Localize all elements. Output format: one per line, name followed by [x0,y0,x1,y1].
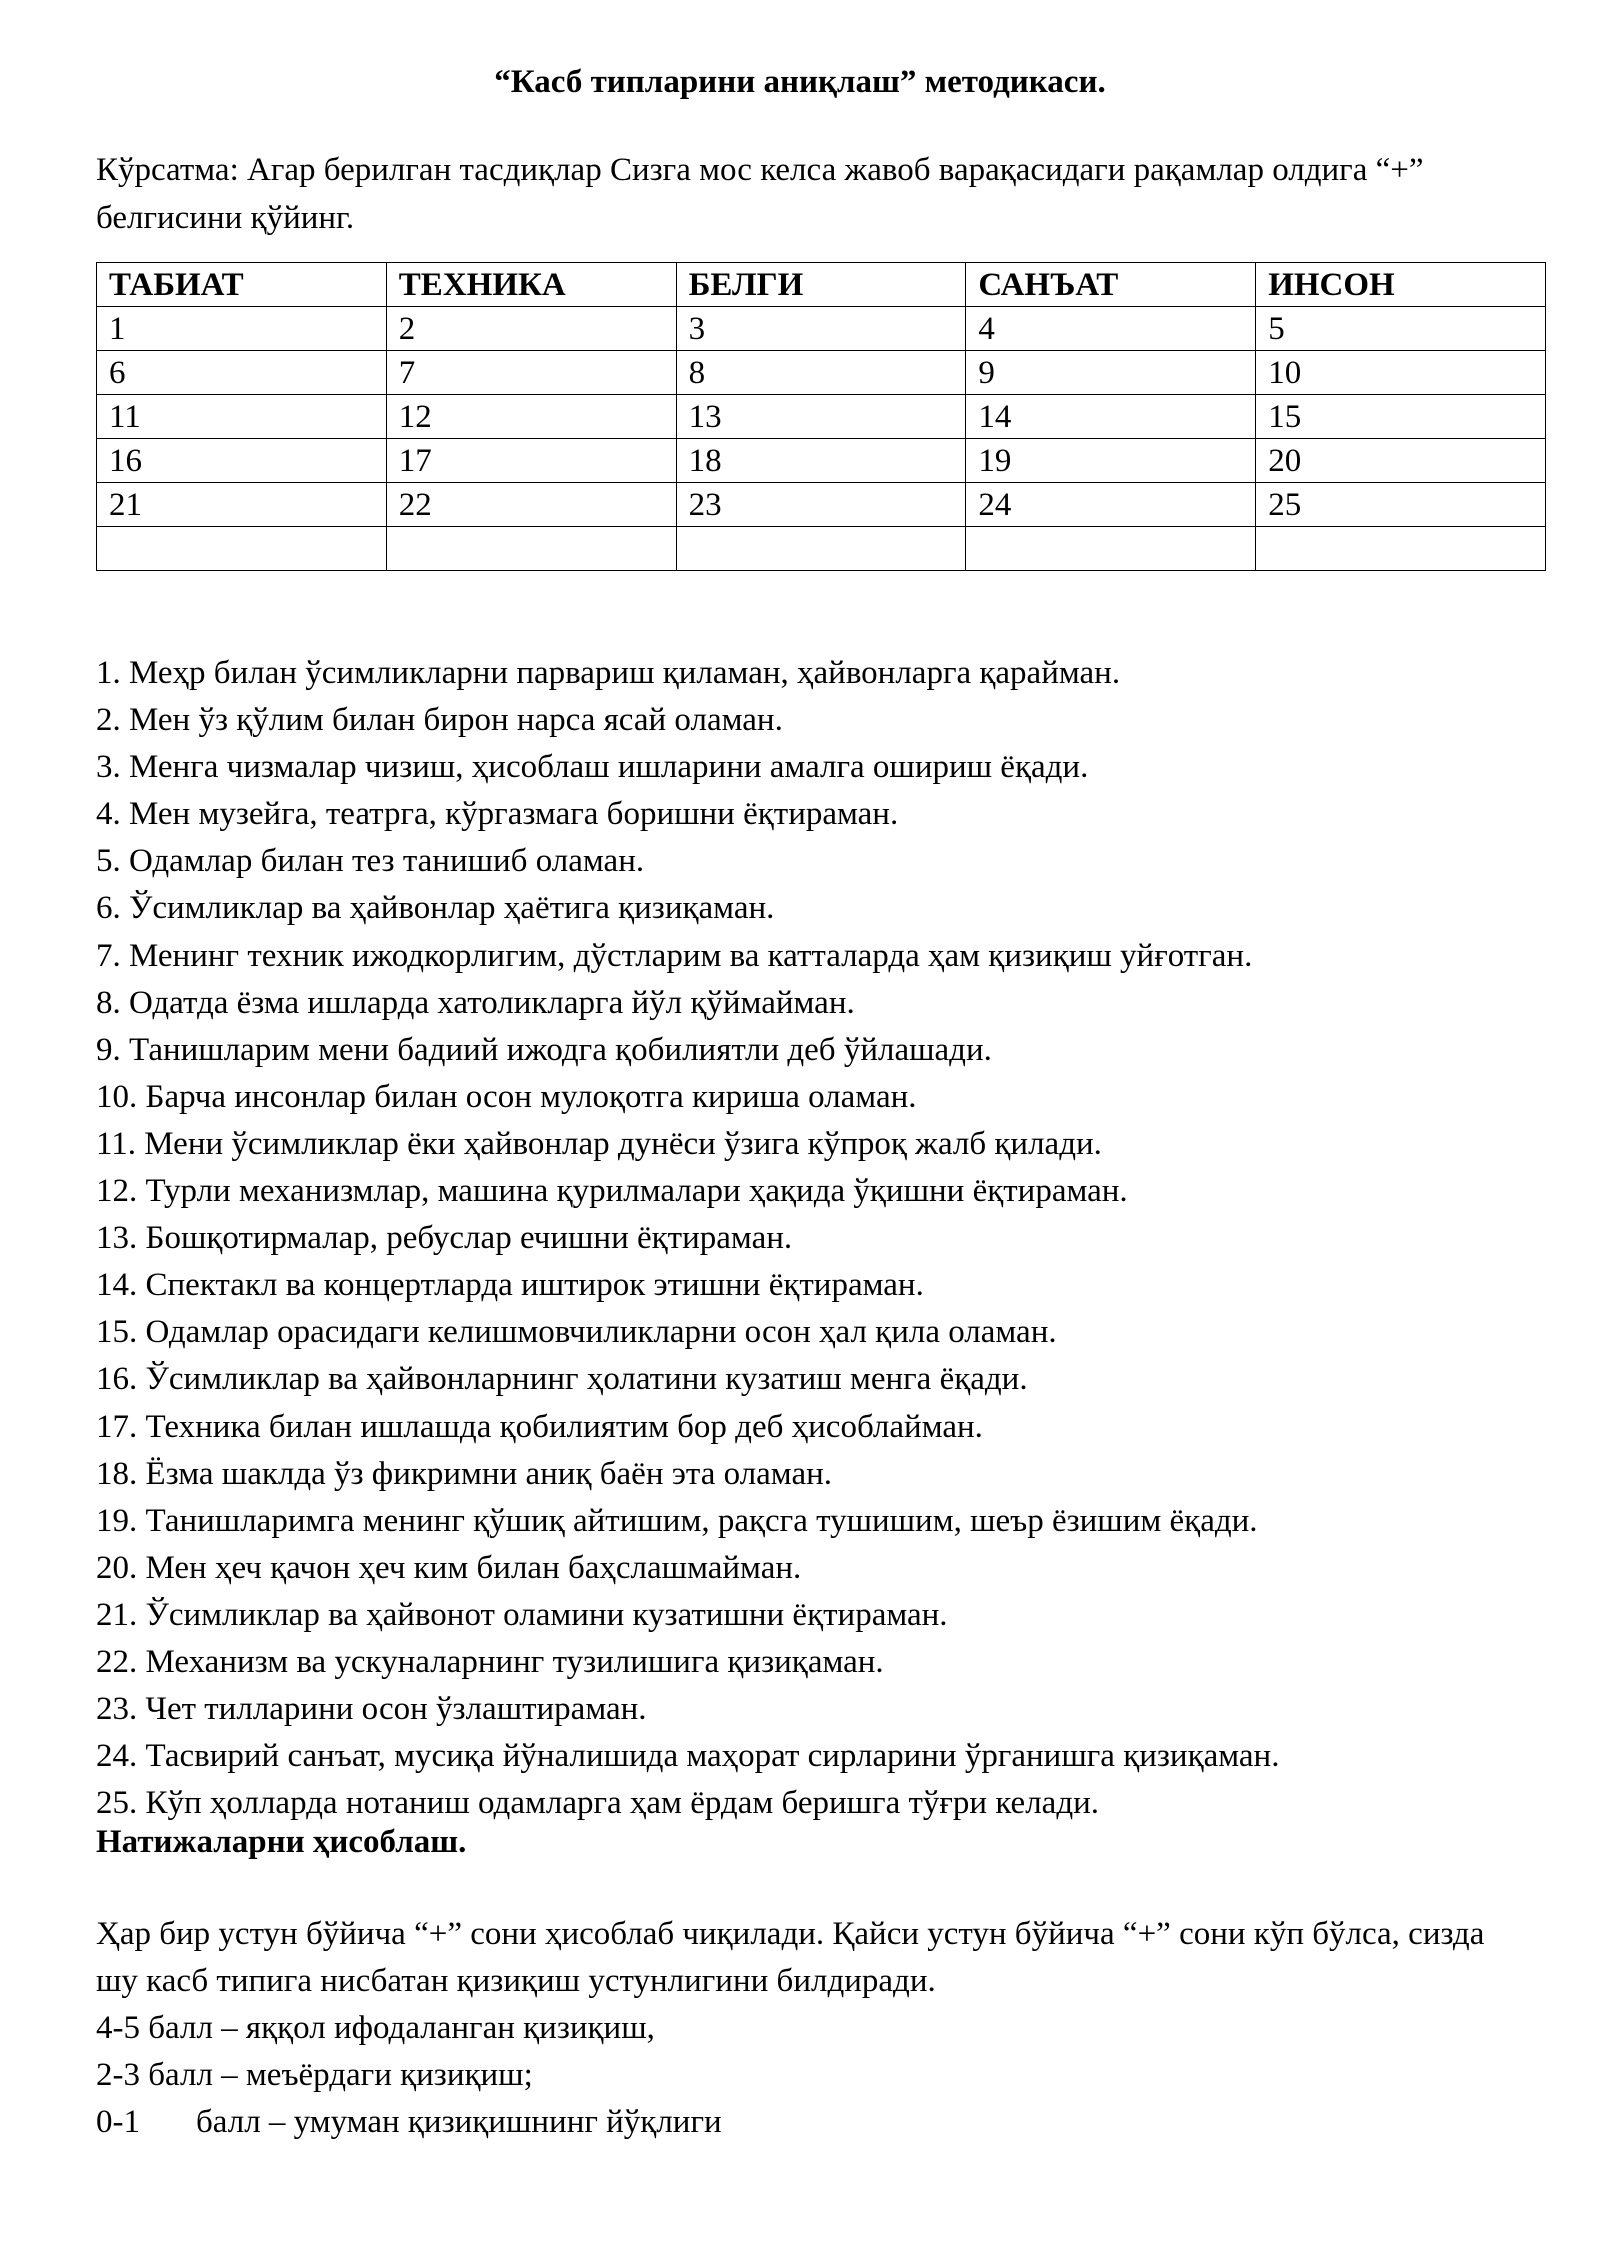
answer-cell-inson[interactable] [1256,527,1546,571]
table-cell: 14 [966,395,1256,439]
score-line-high [96,2005,655,2052]
list-item: 21. Ўсимликлар ва ҳайвонот оламини кузатишни ёқтираман. [96,1596,948,1633]
list-item: 22. Механизм ва ускуналарнинг тузилишига қизиқаман. [96,1643,884,1680]
table-row [97,439,1546,483]
table-cell: 21 [97,483,387,527]
table-cell: 13 [676,395,966,439]
table-cell: 8 [676,351,966,395]
statement-list [96,650,1556,1827]
table-cell: 12 [386,395,676,439]
answer-sheet-table [96,262,1546,571]
table-cell: 15 [1256,395,1546,439]
list-item: 10. Барча инсонлар билан осон мулоқотга кириша оламан. [96,1078,917,1115]
table-row [97,483,1546,527]
list-item: 23. Чет тилларини осон ўзлаштираман. [96,1691,647,1728]
list-item: 18. Ёзма шаклда ўз фикримни аниқ баён эта оламан. [96,1455,833,1492]
table-cell: 17 [386,439,676,483]
list-item: 3. Менга чизмалар чизиш, ҳисоблаш ишларини амалга ошириш ёқади. [96,749,1089,786]
list-item: 8. Одатда ёзма ишларда хатоликларга йўл қўймайман. [96,984,855,1021]
list-item: 25. Кўп ҳолларда нотаниш одамларга ҳам ёрдам беришга тўғри келади. [96,1785,1100,1822]
table-header-row [97,263,1546,307]
header-inson: ИНСОН [1256,263,1546,307]
header-tabiat: ТАБИАТ [97,263,387,307]
table-cell: 2 [386,307,676,351]
table-cell: 6 [97,351,387,395]
score-description: балл – яққол ифодаланган қизиқиш, [140,2010,655,2046]
list-item: 16. Ўсимликлар ва ҳайвонларнинг ҳолатини кузатиш менга ёқади. [96,1361,1028,1398]
list-item: 14. Спектакл ва концертларда иштирок этишни ёқтираман. [96,1267,924,1304]
score-description: балл – умуман қизиқишнинг йўқлиги [196,2104,722,2140]
list-item: 19. Танишларимга менинг қўшиқ айтишим, рақсга тушишим, шеър ёзишим ёқади. [96,1502,1258,1539]
list-item: 4. Мен музейга, театрга, кўргазмага боришни ёқтираман. [96,796,899,833]
list-item: 2. Мен ўз қўлим билан бирон нарса ясай оламан. [96,702,783,739]
results-heading: Натижаларни ҳисоблаш. [96,1824,467,1860]
page-title: “Касб типларини аниқлаш” методикаси. [494,64,1106,100]
table-cell: 9 [966,351,1256,395]
table-cell: 11 [97,395,387,439]
list-item: 9. Танишларим мени бадиий ижодга қобилиятли деб ўйлашади. [96,1031,992,1068]
score-range: 0-1 [96,2104,140,2140]
list-item: 20. Мен ҳеч қачон ҳеч ким билан баҳслашмайман. [96,1549,802,1586]
list-item: 11. Мени ўсимликлар ёки ҳайвонлар дунёси ўзига кўпроқ жалб қилади. [96,1125,1102,1162]
answer-cell-texnika[interactable] [386,527,676,571]
table-cell: 19 [966,439,1256,483]
table-row [97,351,1546,395]
table-cell: 16 [97,439,387,483]
header-texnika: ТЕХНИКА [386,263,676,307]
table-cell: 1 [97,307,387,351]
list-item: 24. Тасвирий санъат, мусиқа йўналишида маҳорат сирларини ўрганишга қизиқаман. [96,1738,1280,1775]
table-row [97,307,1546,351]
table-row [97,395,1546,439]
answer-cell-belgi[interactable] [676,527,966,571]
header-belgi: БЕЛГИ [676,263,966,307]
list-item: 7. Менинг техник ижодкорлигим, дўстларим ва катталарда ҳам қизиқиш уйғотган. [96,937,1253,974]
score-range: 2-3 [96,2057,140,2093]
score-description: балл – меъёрдаги қизиқиш; [140,2057,533,2093]
table-cell: 23 [676,483,966,527]
list-item: 13. Бошқотирмалар, ребуслар ечишни ёқтираман. [96,1220,793,1257]
list-item: 1. Меҳр билан ўсимликларни парвариш қиламан, ҳайвонларга қарайман. [96,655,1121,691]
table-cell: 7 [386,351,676,395]
score-line-low [96,2099,722,2146]
table-cell: 3 [676,307,966,351]
list-item: 17. Техника билан ишлашда қобилиятим бор деб ҳисоблайман. [96,1408,983,1445]
header-sanat: САНЪАТ [966,263,1256,307]
table-cell: 18 [676,439,966,483]
score-line-medium [96,2052,533,2099]
table-cell: 5 [1256,307,1546,351]
list-item: 6. Ўсимликлар ва ҳайвонлар ҳаётига қизиқаман. [96,890,775,927]
instruction-text: Кўрсатма: Агар берилган тасдиқлар Сизга мос келса жавоб варақасидаги рақамлар олдига “+” белгисини қўйинг. [96,152,1424,236]
list-item: 5. Одамлар билан тез танишиб оламан. [96,843,645,880]
answer-cell-sanat[interactable] [966,527,1256,571]
table-cell: 22 [386,483,676,527]
table-cell: 25 [1256,483,1546,527]
results-paragraph: Ҳар бир устун бўйича “+” сони ҳисоблаб чиқилади. Қайси устун бўйича “+” сони кўп бўлса, сизда шу касб типига нисбатан қизиқиш устунлигини билдиради. [96,1916,1485,1999]
table-cell: 10 [1256,351,1546,395]
score-range: 4-5 [96,2010,140,2046]
table-cell: 24 [966,483,1256,527]
answer-cell-tabiat[interactable] [97,527,387,571]
table-row-empty [97,527,1546,571]
list-item: 15. Одамлар орасидаги келишмовчиликларни осон ҳал қила оламан. [96,1314,1057,1351]
table-cell: 4 [966,307,1256,351]
list-item: 12. Турли механизмлар, машина қурилмалари ҳақида ўқишни ёқтираман. [96,1173,1128,1210]
table-cell: 20 [1256,439,1546,483]
